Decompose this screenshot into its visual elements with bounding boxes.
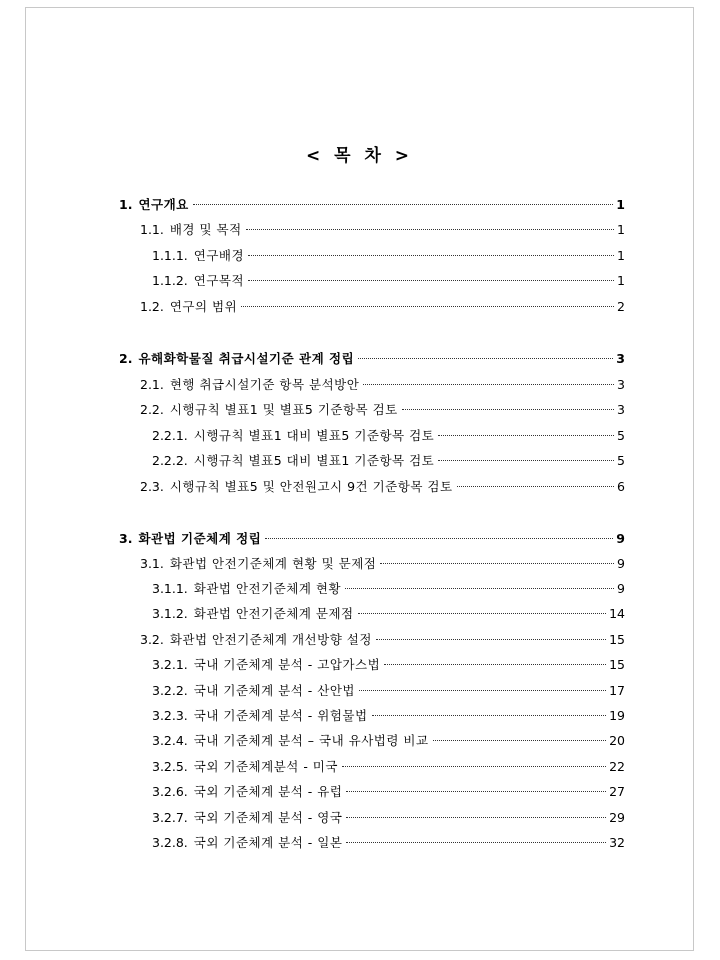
toc-entry <box>119 350 625 368</box>
toc-leader-dots <box>346 817 606 818</box>
toc-leader-dots <box>358 613 606 614</box>
toc-entry-label: 현행 취급시설기준 항목 분석방안 <box>169 377 360 392</box>
toc-entry-label: 배경 및 목적 <box>169 222 242 237</box>
toc-entry <box>119 298 625 316</box>
toc-entry-number: 3.2.1. <box>152 657 188 672</box>
toc-leader-dots <box>248 280 614 281</box>
toc-entry-number: 1.1.1. <box>152 248 188 263</box>
toc-entry-label: 화관법 안전기준체계 개선방향 설정 <box>169 632 372 647</box>
toc-entry-label: 연구배경 <box>193 248 245 263</box>
toc-entry-page: 1 <box>617 248 625 263</box>
toc-leader-dots <box>346 791 606 792</box>
toc-entry-page: 32 <box>609 835 625 850</box>
toc-entry <box>119 605 625 623</box>
toc-entry-number: 2.1. <box>140 377 164 392</box>
toc-entry-label: 화관법 안전기준체계 현황 <box>193 581 342 596</box>
toc-entry <box>119 682 625 700</box>
toc-entry-page: 3 <box>617 402 625 417</box>
toc-entry-page: 1 <box>617 273 625 288</box>
toc-entry-page: 29 <box>609 810 625 825</box>
toc-entry-page: 9 <box>617 581 625 596</box>
toc-entry-page: 17 <box>609 683 625 698</box>
toc-entry <box>119 478 625 496</box>
toc-entry <box>119 247 625 265</box>
toc-entry-number: 3.1.2. <box>152 606 188 621</box>
toc-entry <box>119 809 625 827</box>
toc-entry-number: 3.2.3. <box>152 708 188 723</box>
toc-entry-label: 국내 기준체계 분석 - 위험물법 <box>193 708 368 723</box>
toc-entry <box>119 834 625 852</box>
toc-entry <box>119 783 625 801</box>
toc-entry-number: 3.2.5. <box>152 759 188 774</box>
toc-title: < 목 차 > <box>305 146 414 166</box>
toc-entry-label: 화관법 안전기준체계 현황 및 문제점 <box>169 556 377 571</box>
toc-entry-number: 2.2.2. <box>152 453 188 468</box>
toc-entry-number: 3.2.8. <box>152 835 188 850</box>
toc-leader-dots <box>345 588 614 589</box>
toc-entry-label: 국외 기준체계 분석 - 일본 <box>193 835 343 850</box>
toc-entry-page: 15 <box>609 657 625 672</box>
toc-entry-page: 20 <box>609 733 625 748</box>
toc-leader-dots <box>248 255 614 256</box>
toc-leader-dots <box>372 715 607 716</box>
toc-entry <box>119 631 625 649</box>
toc-entry <box>119 656 625 674</box>
toc-entry-label: 화관법 기준체계 정립 <box>138 531 262 546</box>
toc-leader-dots <box>384 664 606 665</box>
toc-entry-number: 2.2.1. <box>152 428 188 443</box>
toc-leader-dots <box>376 639 606 640</box>
toc-leader-dots <box>402 409 614 410</box>
toc-entry-label: 국외 기준체계 분석 - 유럽 <box>193 784 343 799</box>
toc-entry-number: 1.1.2. <box>152 273 188 288</box>
toc-entry <box>119 452 625 470</box>
toc-entry-page: 9 <box>617 556 625 571</box>
toc-entry-number: 3.1.1. <box>152 581 188 596</box>
toc-entry <box>119 376 625 394</box>
toc-entry <box>119 427 625 445</box>
toc-entry-page: 6 <box>617 479 625 494</box>
toc-entry-label: 국외 기준체계분석 - 미국 <box>193 759 338 774</box>
toc-entry-label: 시행규칙 별표5 대비 별표1 기준항목 검토 <box>193 453 435 468</box>
toc-leader-dots <box>380 563 614 564</box>
toc-leader-dots <box>438 435 614 436</box>
toc-entry <box>119 401 625 419</box>
toc-entry-label: 국외 기준체계 분석 - 영국 <box>193 810 343 825</box>
toc-entry-page: 5 <box>617 428 625 443</box>
toc-entry-page: 22 <box>609 759 625 774</box>
toc-entry-number: 2.2. <box>140 402 164 417</box>
toc-entry-number: 3.2.2. <box>152 683 188 698</box>
toc-entry <box>119 555 625 573</box>
toc-entry-page: 9 <box>616 531 625 546</box>
toc-entry-page: 3 <box>616 351 625 366</box>
toc-entry <box>119 580 625 598</box>
toc-leader-dots <box>363 384 614 385</box>
toc-entry-page: 5 <box>617 453 625 468</box>
toc-entry-page: 3 <box>617 377 625 392</box>
toc-entry-label: 연구개요 <box>138 197 189 212</box>
toc-entry-label: 국내 기준체계 분석 - 산안법 <box>193 683 356 698</box>
toc-leader-dots <box>359 690 606 691</box>
toc-leader-dots <box>241 306 614 307</box>
toc-entry <box>119 732 625 750</box>
toc-leader-dots <box>342 766 606 767</box>
toc-entry-label: 연구의 범위 <box>169 299 238 314</box>
toc-leader-dots <box>193 204 614 205</box>
toc-entry <box>119 272 625 290</box>
toc-entry-number: 1.2. <box>140 299 164 314</box>
toc-entry <box>119 758 625 776</box>
toc-entry-number: 1.1. <box>140 222 164 237</box>
toc-entry-number: 3.2. <box>140 632 164 647</box>
toc-leader-dots <box>457 486 614 487</box>
toc-entry-label: 시행규칙 별표1 및 별표5 기준항목 검토 <box>169 402 398 417</box>
toc-entry <box>119 530 625 548</box>
toc-leader-dots <box>433 740 607 741</box>
toc-entry-label: 시행규칙 별표5 및 안전원고시 9건 기준항목 검토 <box>169 479 453 494</box>
toc-entry <box>119 196 625 214</box>
document-page <box>25 7 694 951</box>
toc-entry-page: 1 <box>616 197 625 212</box>
toc-leader-dots <box>438 460 614 461</box>
toc-entry-number: 3.2.4. <box>152 733 188 748</box>
toc-entry-number: 2. <box>119 351 133 366</box>
toc-entry-label: 국내 기준체계 분석 – 국내 유사법령 비교 <box>193 733 429 748</box>
toc-entry-label: 화관법 안전기준체계 문제점 <box>193 606 354 621</box>
toc-leader-dots <box>358 358 613 359</box>
toc-entry-number: 2.3. <box>140 479 164 494</box>
toc-entry-label: 유해화학물질 취급시설기준 관계 정립 <box>138 351 355 366</box>
toc-entry-label: 시행규칙 별표1 대비 별표5 기준항목 검토 <box>193 428 435 443</box>
toc-entry-page: 15 <box>609 632 625 647</box>
toc-entry-page: 19 <box>609 708 625 723</box>
toc-entry-label: 연구목적 <box>193 273 245 288</box>
toc-entry-number: 3.1. <box>140 556 164 571</box>
toc-leader-dots <box>246 229 614 230</box>
toc-entry-number: 3.2.6. <box>152 784 188 799</box>
toc-entry-number: 3. <box>119 531 133 546</box>
toc-entry <box>119 707 625 725</box>
toc-entry-page: 1 <box>617 222 625 237</box>
toc-entry-page: 14 <box>609 606 625 621</box>
toc-entry-page: 27 <box>609 784 625 799</box>
toc-entry-page: 2 <box>617 299 625 314</box>
toc-entry-number: 1. <box>119 197 133 212</box>
toc-leader-dots <box>265 538 613 539</box>
toc-entry-number: 3.2.7. <box>152 810 188 825</box>
toc-leader-dots <box>346 842 606 843</box>
toc-entry-label: 국내 기준체계 분석 - 고압가스법 <box>193 657 381 672</box>
toc-entry <box>119 221 625 239</box>
